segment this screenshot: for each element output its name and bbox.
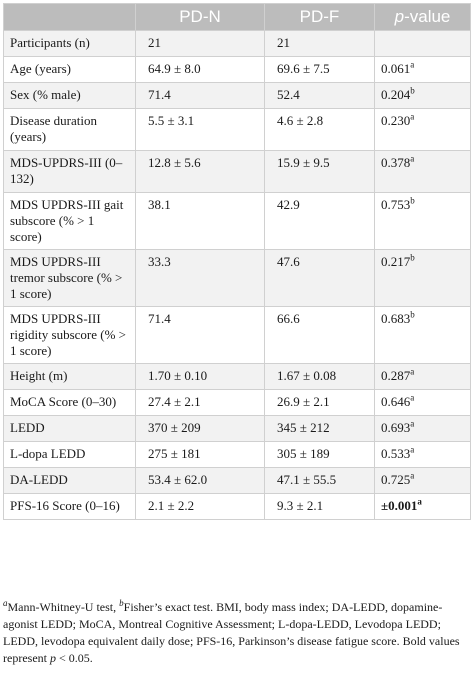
cell-pvalue: 0.230$^a$	[375, 109, 471, 151]
cell-pdf: 66.6	[265, 307, 375, 364]
table-row	[4, 109, 471, 151]
header-row	[4, 4, 471, 31]
cell-pdf: 15.9 ± 9.5	[265, 151, 375, 193]
footnote-sup-b: b	[119, 598, 124, 608]
cell-pdn: 64.9 ± 8.0	[136, 57, 265, 83]
cell-pvalue: 0.061$^a$	[375, 57, 471, 83]
footnote-text-end: < 0.05.	[55, 651, 93, 665]
table-row	[4, 31, 471, 57]
cell-pdf: 69.6 ± 7.5	[265, 57, 375, 83]
cell-pdn: 370 ± 209	[136, 416, 265, 442]
table-row	[4, 151, 471, 193]
cell-pdn: 38.1	[136, 193, 265, 250]
pvalue-superscript: a	[410, 444, 415, 455]
cell-pdf: 9.3 ± 2.1	[265, 494, 375, 520]
table-row	[4, 250, 471, 307]
table-row	[4, 307, 471, 364]
row-label: MDS UPDRS-III rigidity subscore (% > 1 score)	[4, 307, 136, 364]
cell-pdn: 71.4	[136, 307, 265, 364]
table-row	[4, 390, 471, 416]
footnote-text-b: Fisher’s exact test. BMI, body mass index; DA-LEDD, dopamine-agonist LEDD; MoCA, Montreal Cognitive Assessment; L-dopa-LEDD, Levodopa LEDD; LEDD, levodopa equivalent daily dose; PFS-16, Parkinson’s disease fatigue score. Bold values represent	[3, 600, 460, 665]
cell-pvalue: 0.753$^b$	[375, 193, 471, 250]
cell-pdn: 27.4 ± 2.1	[136, 390, 265, 416]
table-row	[4, 364, 471, 390]
table-footnote	[3, 599, 470, 667]
cell-pdf: 42.9	[265, 193, 375, 250]
cell-pdf: 4.6 ± 2.8	[265, 109, 375, 151]
footnote-sup-a: a	[3, 598, 8, 608]
row-label: MDS UPDRS-III gait subscore (% > 1 score)	[4, 193, 136, 250]
footnote-p-italic: p	[49, 651, 56, 665]
pvalue-superscript: a	[417, 496, 422, 507]
cell-pdn: 71.4	[136, 83, 265, 109]
row-label: PFS-16 Score (0–16)	[4, 494, 136, 520]
demographics-table	[3, 3, 471, 520]
cell-pdf: 1.67 ± 0.08	[265, 364, 375, 390]
row-label: LEDD	[4, 416, 136, 442]
pvalue-superscript: a	[410, 59, 415, 70]
table-row	[4, 442, 471, 468]
pvalue-superscript: a	[410, 111, 415, 122]
cell-pvalue: 0.378$^a$	[375, 151, 471, 193]
footnote-text-a: Mann-Whitney-U test,	[7, 600, 120, 614]
cell-pdn: 2.1 ± 2.2	[136, 494, 265, 520]
pvalue-superscript: a	[410, 392, 415, 403]
header-blank	[4, 4, 136, 31]
cell-pdn: 53.4 ± 62.0	[136, 468, 265, 494]
row-label: Participants (n)	[4, 31, 136, 57]
table-row	[4, 494, 471, 520]
pvalue-superscript: b	[410, 85, 415, 96]
cell-pvalue: 0.204$^b$	[375, 83, 471, 109]
pvalue-superscript: b	[410, 195, 415, 206]
cell-pdn: 1.70 ± 0.10	[136, 364, 265, 390]
pvalue-superscript: b	[410, 252, 415, 263]
row-label: DA-LEDD	[4, 468, 136, 494]
row-label: MDS UPDRS-III tremor subscore (% > 1 score)	[4, 250, 136, 307]
cell-pdf: 47.1 ± 55.5	[265, 468, 375, 494]
pvalue-superscript: a	[410, 470, 415, 481]
cell-pdf: 305 ± 189	[265, 442, 375, 468]
row-label: Height (m)	[4, 364, 136, 390]
pvalue-superscript: a	[410, 366, 415, 377]
cell-pdf: 26.9 ± 2.1	[265, 390, 375, 416]
row-label: MoCA Score (0–30)	[4, 390, 136, 416]
cell-pvalue: 0.287$^a$	[375, 364, 471, 390]
header-p-italic: p	[394, 7, 405, 26]
cell-pvalue: 0.725$^a$	[375, 468, 471, 494]
cell-pdn: 275 ± 181	[136, 442, 265, 468]
cell-pdf: 21	[265, 31, 375, 57]
table-row	[4, 193, 471, 250]
cell-pvalue: 0.217$^b$	[375, 250, 471, 307]
header-pdn: PD-N	[136, 4, 265, 31]
pvalue-superscript: b	[410, 309, 415, 320]
cell-pvalue: 0.693$^a$	[375, 416, 471, 442]
header-pvalue	[375, 4, 471, 31]
row-label: Disease duration (years)	[4, 109, 136, 151]
cell-pdn: 33.3	[136, 250, 265, 307]
cell-pdf: 345 ± 212	[265, 416, 375, 442]
table-row	[4, 83, 471, 109]
cell-pvalue	[375, 31, 471, 57]
cell-pvalue: ±0.001$^a$	[375, 494, 471, 520]
table-row	[4, 57, 471, 83]
cell-pdf: 52.4	[265, 83, 375, 109]
row-label: Age (years)	[4, 57, 136, 83]
row-label: L-dopa LEDD	[4, 442, 136, 468]
cell-pdf: 47.6	[265, 250, 375, 307]
header-p-rest: -value	[404, 7, 451, 26]
table-row	[4, 468, 471, 494]
row-label: MDS-UPDRS-III (0–132)	[4, 151, 136, 193]
table-row	[4, 416, 471, 442]
cell-pvalue: 0.533$^a$	[375, 442, 471, 468]
cell-pvalue: 0.646$^a$	[375, 390, 471, 416]
cell-pdn: 12.8 ± 5.6	[136, 151, 265, 193]
row-label: Sex (% male)	[4, 83, 136, 109]
pvalue-superscript: a	[410, 153, 415, 164]
cell-pvalue: 0.683$^b$	[375, 307, 471, 364]
pvalue-superscript: a	[410, 418, 415, 429]
cell-pdn: 5.5 ± 3.1	[136, 109, 265, 151]
cell-pdn: 21	[136, 31, 265, 57]
header-pdf: PD-F	[265, 4, 375, 31]
